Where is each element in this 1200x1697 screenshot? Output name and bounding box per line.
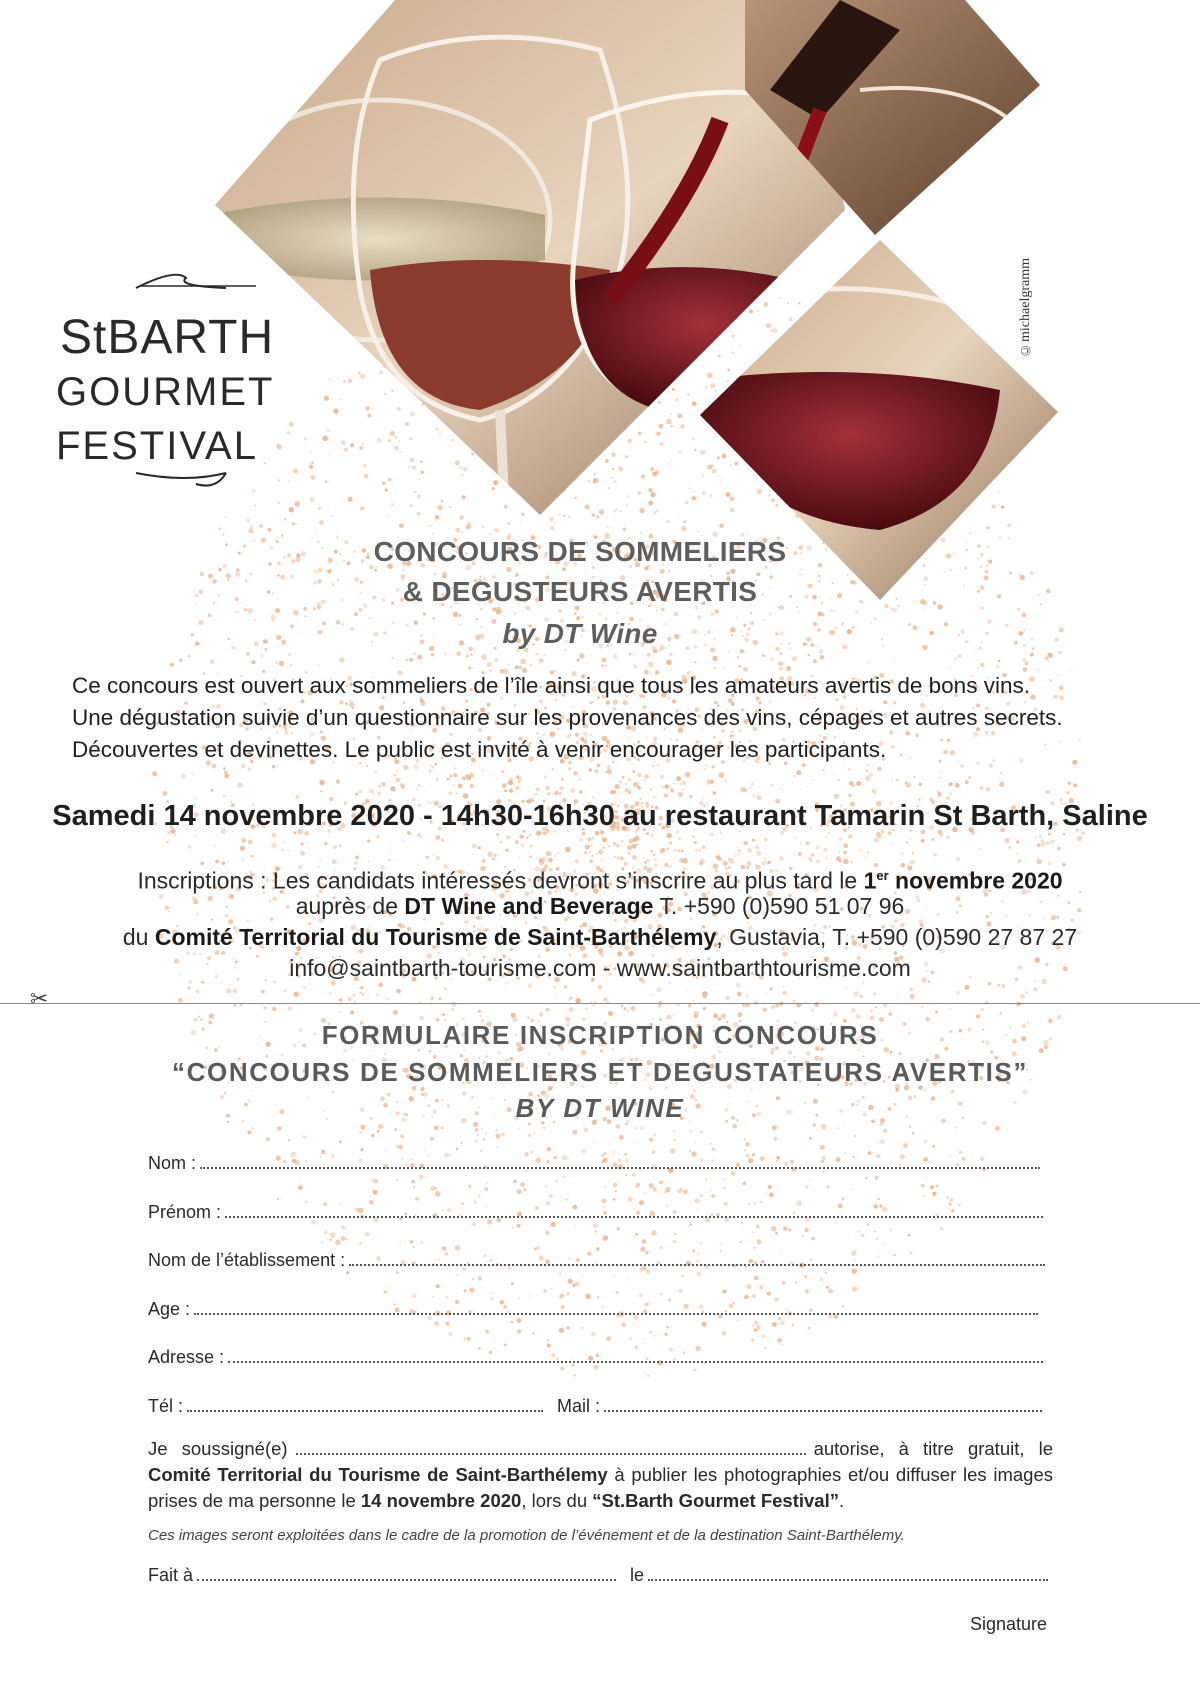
scissors-icon: ✂: [30, 986, 49, 1011]
consent-text: Je soussigné(e) autorise, à titre gratuit, le Comité Territorial du Tourisme de Saint-Barthélemy à publier les photographies et/ou diffuser les images prises de ma personne le 14 novembre 2020, lors du “St.Barth Gourmet Festival”.: [148, 1438, 1053, 1511]
event-title-line2: & DEGUSTEURS AVERTIS: [402, 576, 758, 607]
form-title-line2: “CONCOURS DE SOMMELIERS ET DEGUSTATEURS AVERTIS”: [172, 1057, 1028, 1087]
event-description: [72, 670, 1172, 766]
prenom-label: Prénom :: [148, 1202, 222, 1222]
photo-credit: ©michaelgramm: [1018, 258, 1033, 357]
contact-links[interactable]: info@saintbarth-tourisme.com - www.saintbarthtourisme.com: [289, 955, 911, 981]
nom-label: Nom :: [148, 1153, 197, 1173]
event-by-line: by DT Wine: [502, 618, 658, 649]
event-title-line1: CONCOURS DE SOMMELIERS: [373, 536, 787, 567]
soussigne-input[interactable]: [296, 1449, 806, 1455]
description-line: Ce concours est ouvert aux sommeliers de l’île ainsi que tous les amateurs avertis de bons vins.: [72, 673, 1030, 698]
signature-label: Signature: [970, 1614, 1048, 1634]
le-field[interactable]: [630, 1560, 1048, 1586]
adresse-field[interactable]: [148, 1342, 1043, 1368]
mail-label: Mail :: [557, 1396, 601, 1416]
age-field[interactable]: [148, 1294, 1038, 1320]
logo-stbarth: StBARTH: [60, 311, 275, 364]
fait-a-field[interactable]: [148, 1560, 616, 1586]
mail-field[interactable]: [557, 1391, 1042, 1417]
tel-label: Tél :: [148, 1396, 184, 1416]
prenom-field[interactable]: [148, 1197, 1043, 1223]
inscriptions-line2: auprès de DT Wine and Beverage T. +590 (0)590 51 07 96: [295, 893, 905, 919]
adresse-label: Adresse :: [148, 1347, 225, 1367]
tel-field[interactable]: [148, 1391, 543, 1417]
form-title-line3: BY DT WINE: [515, 1093, 685, 1123]
form-title-line1: FORMULAIRE INSCRIPTION CONCOURS: [321, 1020, 879, 1050]
etablissement-field[interactable]: [148, 1245, 1045, 1271]
logo-festival: FESTIVAL: [56, 424, 258, 468]
nom-field[interactable]: [148, 1148, 1040, 1174]
fait-a-label: Fait à: [148, 1565, 194, 1585]
wine-glasses-image: [200, 0, 1080, 610]
etablissement-label: Nom de l’établissement :: [148, 1250, 346, 1270]
inscriptions-line3: du Comité Territorial du Tourisme de Saint-Barthélemy, Gustavia, T. +590 (0)590 27 87 27: [122, 924, 1078, 950]
age-label: Age :: [148, 1299, 191, 1319]
image-usage-note: Ces images seront exploitées dans le cadre de la promotion de l’événement et de la destination Saint-Barthélemy.: [148, 1527, 905, 1544]
le-label: le: [630, 1565, 645, 1585]
event-date-line: Samedi 14 novembre 2020 - 14h30-16h30 au restaurant Tamarin St Barth, Saline: [52, 800, 1148, 832]
logo-gourmet: GOURMET: [56, 370, 275, 414]
inscriptions-line1: Inscriptions : Les candidats intéressés devront s’inscrire au plus tard le 1er novembre 2020: [137, 867, 1063, 894]
description-line: Découvertes et devinettes. Le public est invité à venir encourager les participants.: [72, 737, 887, 762]
cut-line-divider: [0, 1003, 1200, 1004]
description-line: Une dégustation suivie d’un questionnaire sur les provenances des vins, cépages et autres secrets.: [72, 705, 1063, 730]
